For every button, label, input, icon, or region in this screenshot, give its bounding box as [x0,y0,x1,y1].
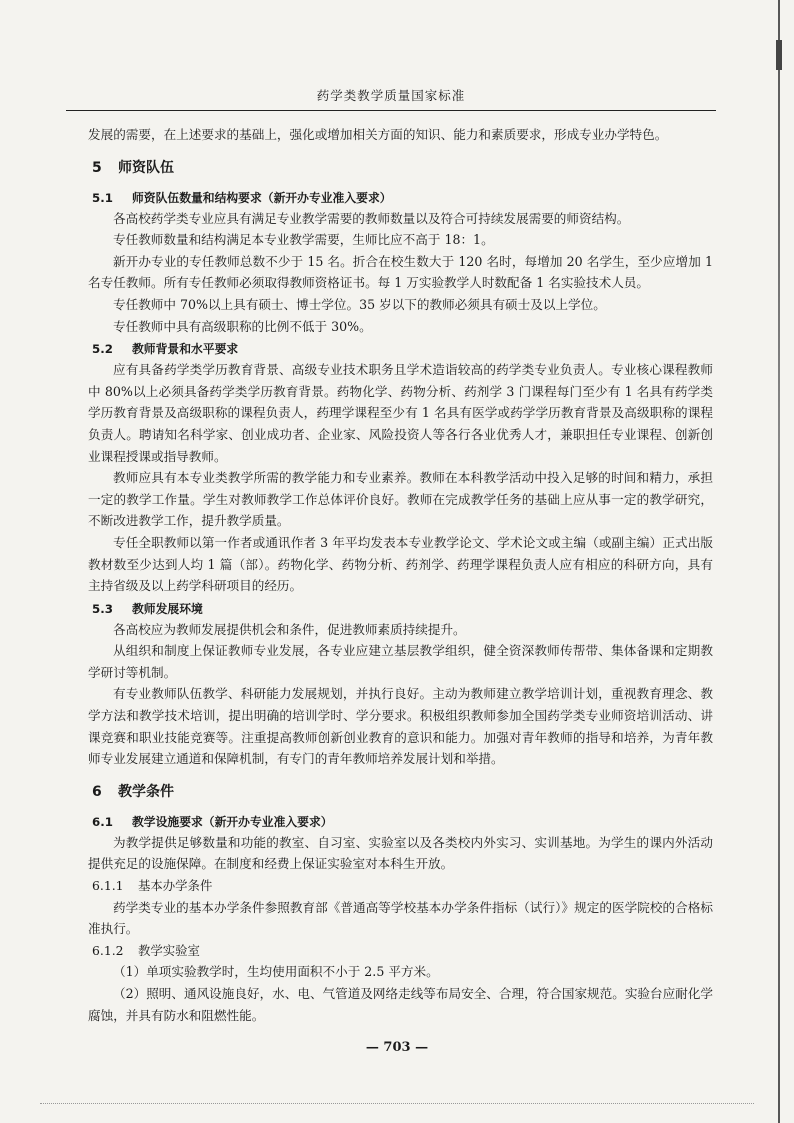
list-item: （2）照明、通风设施良好，水、电、气管道及网络走线等布局安全、合理，符合国家规范。实验台应耐化学腐蚀，并具有防水和阻燃性能。 [88,986,713,1023]
subsubsection-title: 教学实验室 [138,942,200,958]
subsubsection-title: 基本办学条件 [138,878,213,894]
subsubsection-number: 6.1.1 [92,878,124,894]
subsubsection-number: 6.1.2 [92,942,124,958]
running-header [66,84,716,111]
paragraph: 从组织和制度上保证教师专业发展，各专业应建立基层教学组织，健全资深教师传帮带、集体备课和定期教学研讨等机制。 [88,643,713,680]
list-item: （1）单项实验教学时，生均使用面积不小于 2.5 平方米。 [113,964,439,980]
page-number: — 703 — [365,1040,429,1055]
paragraph: 有专业教师队伍教学、科研能力发展规划，并执行良好。主动为教师建立教学培训计划，重视教育理念、教学方法和教学技术培训，提出明确的培训学时、学分要求。积极组织教师参加全国药学类专业师资培训活动、讲课竞赛和职业技能竞赛等。注重提高教师创新创业教育的意识和能力。加强对青年教师的指导和培养，为青年教师专业发展建立通道和保障机制，有专门的青年教师培养发展计划和举措。 [88,686,713,767]
paragraph: 药学类专业的基本办学条件参照教育部《普通高等学校基本办学条件指标（试行）》规定的医学院校的合格标准执行。 [88,899,713,937]
section-6-heading [88,782,713,802]
paragraph: 教师应具有本专业类教学所需的教学能力和专业素养。教师在本科教学活动中投入足够的时间和精力，承担一定的教学工作量。学生对教师教学工作总体评价良好。教师在完成教学任务的基础上应从事一定的教学研究，不断改进教学工作，提升教学质量。 [88,470,713,529]
subsection-title: 教师发展环境 [132,601,203,616]
subsection-title: 师资队伍数量和结构要求（新开办专业准入要求） [132,190,392,205]
subsection-number: 5.1 [92,190,113,205]
scan-edge [778,0,780,1123]
subsection-title: 教师背景和水平要求 [132,342,239,357]
paragraph: 应有具备药学类学历教育背景、高级专业技术职务且学术造诣较高的药学类专业负责人。专业核心课程教师中 80%以上必须具备药学类学历教育背景。药物化学、药物分析、药剂学 3 门课程每门至少有 1 名具有药学类学历教育背景及高级职称的课程负责人，药理学课程至少有 1 名具有医学或药学学历教育背景及高级职称的课程负责人。聘请知名科学家、创业成功者、企业家、风险投资人等各行各业优秀人才，兼职担任专业课程、创新创业课程授课或指导教师。 [88,362,713,464]
subsection-6-1-heading [88,812,713,832]
section-5-heading [88,158,713,178]
paragraph: 新开办专业的专任教师总数不少于 15 名。折合在校生数大于 120 名时，每增加 20 名学生，至少应增加 1 名专任教师。所有专任教师必须取得教师资格证书。每 1 万实验教学人时数配备 1 名实验技术人员。 [88,253,713,291]
subsection-title: 教学设施要求（新开办专业准入要求） [132,814,333,829]
paragraph: 各高校应为教师发展提供机会和条件，促进教师素质持续提升。 [113,621,466,637]
paragraph: 专任教师中具有高级职称的比例不低于 30%。 [113,318,372,334]
subsubsection-6-1-1-heading [88,875,713,897]
header-title: 药学类教学质量国家标准 [316,88,466,103]
section-title: 师资队伍 [118,159,174,176]
scan-mark [776,40,782,70]
paragraph: 为教学提供足够数量和功能的教室、自习室、实验室以及各类校内外实习、实训基地。为学生的课内外活动提供充足的设施保障。在制度和经费上保证实验室对本科生开放。 [88,834,713,872]
subsection-5-2-heading [88,339,713,359]
subsection-5-1-heading [88,188,713,208]
section-title: 教学条件 [118,783,174,800]
paragraph: 专任全职教师以第一作者或通讯作者 3 年平均发表本专业教学论文、学术论文或主编（或副主编）正式出版教材数至少达到人均 1 篇（部）。药物化学、药物分析、药剂学、药理学课程负责人应有相应的科研方向，具有主持省级及以上药学科研项目的经历。 [88,534,713,594]
section-number: 6 [92,783,102,800]
paragraph: 各高校药学类专业应具有满足专业教学需要的教师数量以及符合可持续发展需要的师资结构。 [113,210,630,226]
subsubsection-6-1-2-heading [88,940,713,962]
subsection-number: 5.2 [92,342,113,357]
paragraph: 专任教师中 70%以上具有硕士、博士学位。35 岁以下的教师必须具有硕士及以上学位。 [113,296,606,312]
subsection-number: 5.3 [92,601,113,616]
subsection-number: 6.1 [92,814,113,829]
paragraph: 专任教师数量和结构满足本专业教学需要，生师比应不高于 18：1。 [113,232,494,248]
subsection-5-3-heading [88,599,713,619]
page-content [88,124,713,1026]
scan-noise-line [40,1103,754,1106]
intro-paragraph: 发展的需要，在上述要求的基础上，强化或增加相关方面的知识、能力和素质要求，形成专业办学特色。 [88,127,668,142]
section-number: 5 [92,159,102,176]
